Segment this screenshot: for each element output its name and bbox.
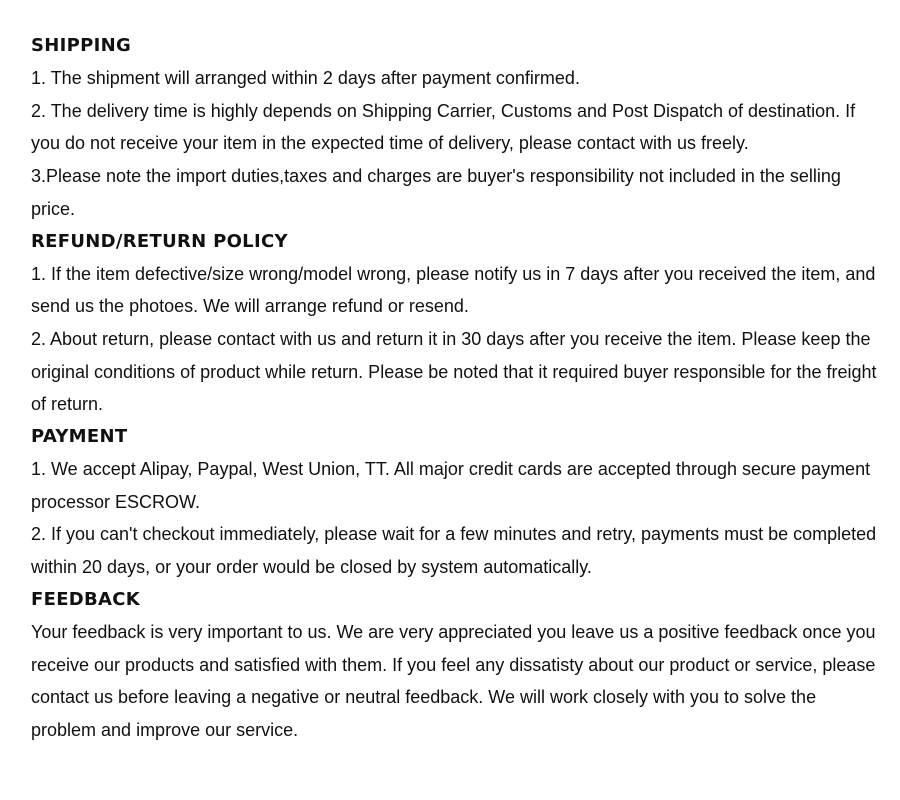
shipping-heading: SHIPPING bbox=[31, 35, 132, 56]
shipping-item-3: 3.Please note the import duties,taxes and charges are buyer's responsibility not included in the selling price. bbox=[31, 166, 841, 219]
payment-item-2: 2. If you can't checkout immediately, please wait for a few minutes and retry, payments must be completed within 20 days, or your order would be closed by system automatically. bbox=[31, 524, 877, 578]
feedback-heading: FEEDBACK bbox=[31, 588, 141, 610]
refund-item-2: 2. About return, please contact with us and return it in 30 days after you receive the item. Please keep the original conditions of product while return. Please be noted that it required buyer responsible for the freight of return. bbox=[31, 328, 877, 415]
payment-item-1: 1. We accept Alipay, Paypal, West Union, TT. All major credit cards are accepted through secure payment processor ESCROW. bbox=[31, 459, 871, 512]
payment-section bbox=[31, 421, 886, 584]
feedback-text: Your feedback is very important to us. We are very appreciated you leave us a positive feedback once you receive our products and satisfied with them. If you feel any dissatisty about our product or service, please contact us before leaving a negative or neutral feedback. We will work closely with you to solve the problem and improve our service. bbox=[31, 621, 876, 740]
shipping-section bbox=[31, 30, 886, 226]
feedback-section bbox=[31, 584, 886, 747]
shipping-item-2: 2. The delivery time is highly depends on Shipping Carrier, Customs and Post Dispatch of destination. If you do not receive your item in the expected time of delivery, please contact with us freely. bbox=[31, 100, 856, 154]
refund-item-1: 1. If the item defective/size wrong/model wrong, please notify us in 7 days after you received the item, and send us the photoes. We will arrange refund or resend. bbox=[31, 263, 876, 317]
payment-heading: PAYMENT bbox=[31, 426, 128, 448]
shipping-item-1: 1. The shipment will arranged within 2 days after payment confirmed. bbox=[31, 68, 580, 88]
refund-return-section bbox=[31, 226, 886, 422]
refund-return-heading: REFUND/RETURN POLICY bbox=[31, 230, 288, 252]
